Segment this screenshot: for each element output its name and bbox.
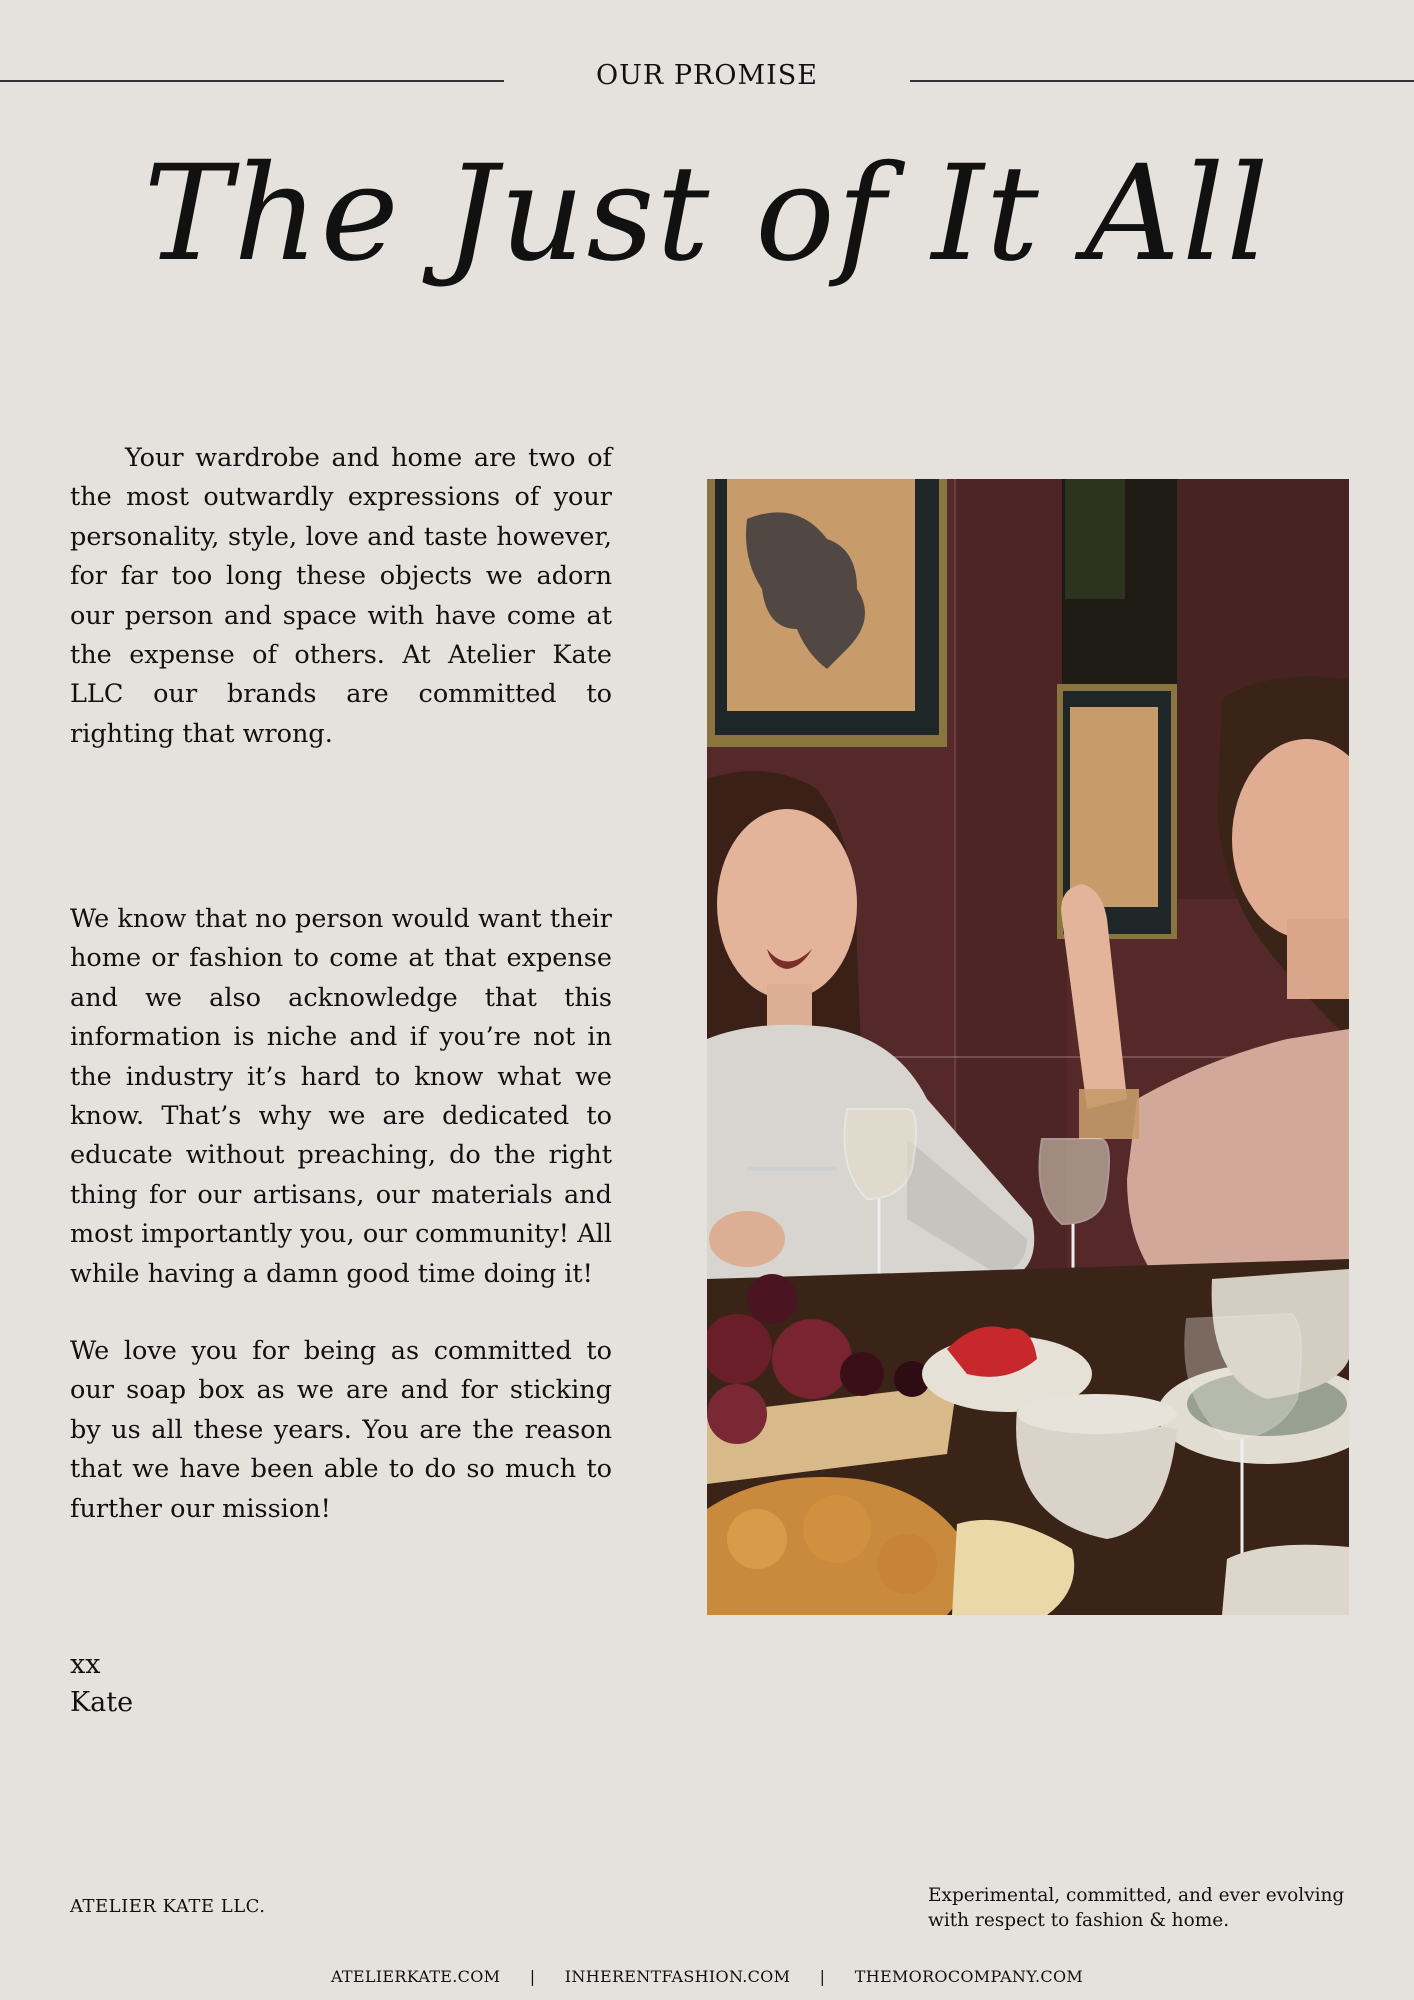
signoff — [70, 1646, 133, 1722]
footer-tagline: Experimental, committed, and ever evolving with respect to fashion & home. — [928, 1885, 1345, 1931]
section-eyebrow: OUR PROMISE — [596, 60, 818, 91]
signoff-name: Kate — [70, 1687, 134, 1718]
footer-link-themorocompany[interactable]: THEMOROCOMPANY.COM — [854, 1967, 1084, 1986]
footer-link-inherentfashion[interactable]: INHERENTFASHION.COM — [564, 1967, 791, 1986]
footer-link-atelierkate[interactable]: ATELIERKATE.COM — [330, 1967, 501, 1986]
body-paragraph-3: We love you for being as committed to our soap box as we are and for sticking by us all these years. You are the reason that we have been able to do so much to further our mission! — [70, 1336, 612, 1524]
footer-links — [0, 1967, 1414, 1986]
body-paragraph-2: We know that no person would want their home or fashion to come at that expense and we also acknowledge that this information is niche and if you’re not in the industry it’s hard to know what we know. That’s why we are dedicated to educate without preaching, do the right thing for our artisans, our materials and most importantly you, our community! All while having a damn good time doing it! — [70, 904, 612, 1289]
footer-separator-1: | — [529, 1967, 536, 1986]
page-title: The Just of It All — [143, 137, 1271, 291]
body-paragraph-1: Your wardrobe and home are two of the most outwardly expressions of your personality, style, love and taste however, for far too long these objects we adorn our person and space with have come at the expense of others. At Atelier Kate LLC our brands are committed to righting that wrong. — [70, 443, 612, 749]
dining-photo — [707, 479, 1349, 1615]
dining-photo-illustration — [707, 479, 1349, 1615]
footer-separator-2: | — [819, 1967, 826, 1986]
header-rule-left — [0, 80, 504, 82]
header-rule-right — [910, 80, 1414, 82]
footer-brand: ATELIER KATE LLC. — [70, 1896, 266, 1917]
signoff-kisses: xx — [70, 1649, 101, 1680]
